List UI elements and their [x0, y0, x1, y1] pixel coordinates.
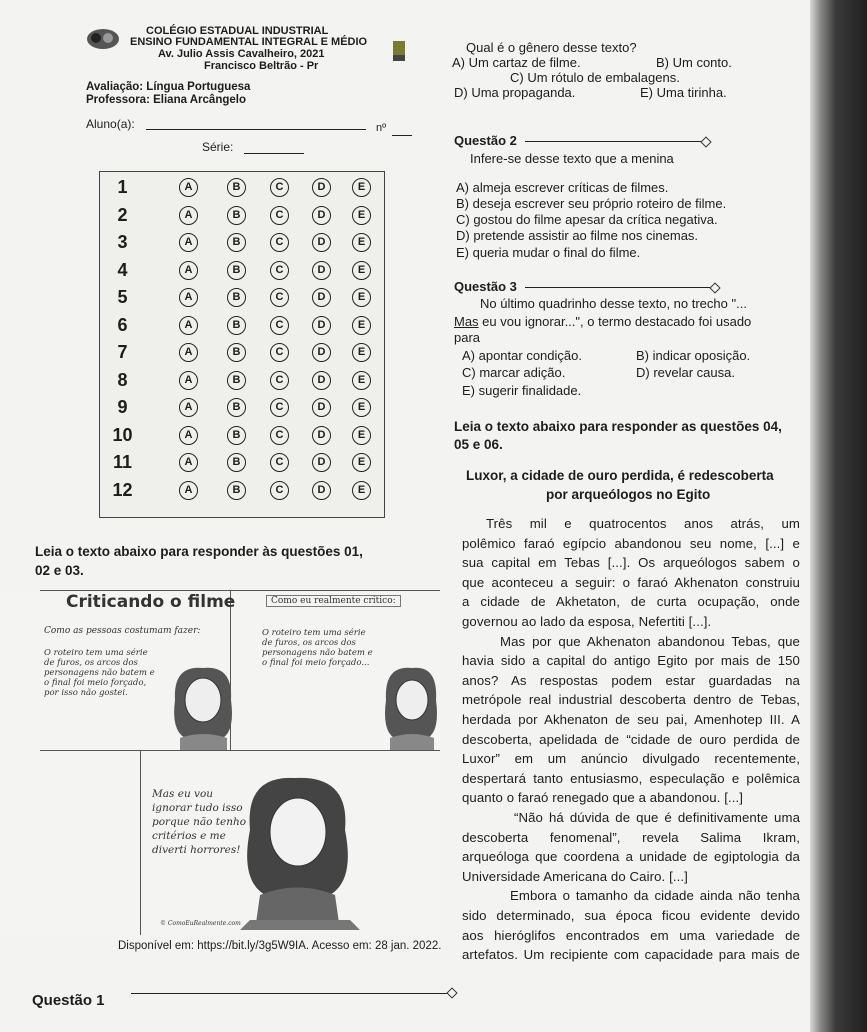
q1-option-e[interactable]: E) Uma tirinha.	[640, 85, 727, 100]
article-line: a cidade de Akhetaton, de curta ocupação, onde	[462, 594, 800, 610]
answer-bubble-e[interactable]: E	[352, 178, 371, 197]
answer-row	[100, 368, 384, 396]
q3-option-c[interactable]: C) marcar adição.	[462, 365, 566, 380]
answer-row-number: 3	[117, 232, 128, 252]
answer-bubble-e[interactable]: E	[352, 426, 371, 445]
answer-bubble-b[interactable]: B	[227, 288, 246, 307]
answer-row	[100, 175, 384, 203]
article-line: Três mil e quatrocentos anos atrás, um	[486, 516, 800, 531]
answer-bubble-c[interactable]: C	[270, 343, 289, 362]
answer-row	[100, 230, 384, 258]
comic-caption-line: ignorar tudo isso	[152, 802, 243, 814]
answer-bubble-c[interactable]: C	[270, 206, 289, 225]
answer-bubble-b[interactable]: B	[227, 261, 246, 280]
q3-option-e[interactable]: E) sugerir finalidade.	[462, 383, 582, 398]
school-name: COLÉGIO ESTADUAL INDUSTRIAL	[146, 25, 329, 37]
q3-stem-line2	[454, 314, 751, 329]
state-flag-icon	[393, 41, 405, 55]
q2-option-a[interactable]: A) almeja escrever críticas de filmes.	[456, 180, 669, 195]
girl-illustration-panel3	[230, 770, 365, 930]
answer-row	[100, 450, 384, 478]
q3-stem-line2-rest: eu vou ignorar...", o termo destacado foi usado	[478, 314, 752, 329]
comic-caption-line: por isso não gostei.	[44, 688, 128, 698]
question1-label: Questão 1	[32, 992, 105, 1009]
answer-bubble-b[interactable]: B	[227, 398, 246, 417]
answer-bubble-a[interactable]: A	[179, 316, 198, 335]
article-line: quanto o faraó renegado que a abandonou. [...]	[462, 790, 744, 806]
q2-option-d[interactable]: D) pretende assistir ao filme nos cinemas.	[456, 228, 699, 243]
answer-bubble-a[interactable]: A	[179, 233, 198, 252]
q1-option-a[interactable]: A) Um cartaz de filme.	[452, 55, 581, 70]
answer-bubble-b[interactable]: B	[227, 316, 246, 335]
q2-label: Questão 2	[454, 133, 517, 148]
school-level: ENSINO FUNDAMENTAL INTEGRAL E MÉDIO	[130, 36, 368, 48]
q3-option-b[interactable]: B) indicar oposição.	[636, 348, 751, 363]
article-line: despertará tanto entusiasmo, especulação e polêmica	[462, 770, 800, 786]
state-flag-base-icon	[393, 55, 405, 61]
article-line: artefatos. Um recipiente com capacidade para mais de	[462, 947, 800, 963]
answer-bubble-d[interactable]: D	[312, 343, 331, 362]
comic-caption-line: o final foi meio forçado,	[44, 678, 147, 688]
answer-row	[100, 285, 384, 313]
article-line: havia sido a capital do antigo Egito por mais de 150	[462, 653, 800, 669]
answer-bubble-a[interactable]: A	[179, 481, 198, 500]
answer-row	[100, 258, 384, 286]
answer-bubble-a[interactable]: A	[179, 453, 198, 472]
question1-diamond-icon	[446, 987, 457, 998]
article-title-line2: por arqueólogos no Egito	[546, 487, 711, 502]
number-label: nº	[376, 122, 387, 134]
answer-bubble-c[interactable]: C	[270, 398, 289, 417]
comic-caption-line: de furos, os arcos dos	[44, 658, 138, 668]
answer-bubble-b[interactable]: B	[227, 371, 246, 390]
article-line: Mas por que Akhenaton abandonou Tebas, que	[500, 633, 800, 649]
answer-bubble-e[interactable]: E	[352, 371, 371, 390]
answer-bubble-a[interactable]: A	[179, 343, 198, 362]
page-background-edge	[810, 0, 867, 1032]
comic-instruction: Leia o texto abaixo para responder às questões 01,	[35, 544, 363, 559]
answer-row-number: 1	[117, 177, 128, 197]
article-line: descoberta, apelidada de “cidade de ouro perdida de	[462, 731, 800, 747]
article-line: arqueóloga que coordena a unidade de egiptologia da	[462, 849, 800, 865]
q3-stem-line1: No último quadrinho desse texto, no trecho "...	[480, 296, 747, 311]
comic-caption-line: personagens não batem e	[262, 648, 373, 658]
panel1-header: Como as pessoas costumam fazer:	[44, 626, 201, 636]
comic-strip	[0, 590, 440, 935]
answer-bubble-d[interactable]: D	[312, 288, 331, 307]
answer-bubble-e[interactable]: E	[352, 453, 371, 472]
answer-bubble-d[interactable]: D	[312, 261, 331, 280]
answer-bubble-e[interactable]: E	[352, 481, 371, 500]
answer-bubble-e[interactable]: E	[352, 288, 371, 307]
q3-highlighted-term: Mas	[454, 314, 479, 329]
answer-bubble-a[interactable]: A	[179, 206, 198, 225]
answer-bubble-c[interactable]: C	[270, 178, 289, 197]
student-label: Aluno(a):	[86, 117, 135, 131]
article-line: metrópole real industrial descoberta dentro de Tebas,	[462, 692, 800, 708]
answer-bubble-e[interactable]: E	[352, 233, 371, 252]
answer-row-number: 5	[117, 287, 128, 307]
answer-bubble-a[interactable]: A	[179, 426, 198, 445]
comic-title: Criticando o filme	[66, 592, 236, 612]
answer-row-number: 2	[117, 204, 128, 225]
answer-bubble-e[interactable]: E	[352, 261, 371, 280]
girl-illustration-panel2	[380, 660, 440, 750]
comic-caption-line: o final foi meio forçado...	[262, 658, 370, 668]
evaluation-subject: Avaliação: Língua Portuguesa	[86, 81, 251, 93]
article-line: Universidade Americana do Cairo. [...]	[462, 868, 688, 884]
comic-caption-line: O roteiro tem uma série	[262, 628, 366, 638]
article-line: aos hieróglifos encontrados em uma variedade de	[462, 927, 800, 943]
q3-option-a[interactable]: A) apontar condição.	[462, 348, 582, 363]
q1-stem: Qual é o gênero desse texto?	[466, 40, 637, 55]
answer-bubble-c[interactable]: C	[270, 371, 289, 390]
answer-bubble-d[interactable]: D	[312, 371, 331, 390]
article-line: anos? As respostas podem estar guardadas na	[462, 672, 800, 688]
answer-bubble-a[interactable]: A	[179, 178, 198, 197]
answer-row	[100, 313, 384, 341]
answer-bubble-c[interactable]: C	[270, 316, 289, 335]
comic-caption-line: critérios e me	[152, 830, 226, 842]
q2-stem: Infere-se desse texto que a menina	[470, 151, 674, 166]
teacher-name: Professora: Eliana Arcângelo	[86, 94, 246, 106]
q3-stem-line3: para	[454, 330, 481, 345]
answer-row-number: 12	[112, 479, 133, 500]
article-line: polêmico faraó egípcio abandonou seu nome, [...] e	[462, 535, 800, 551]
article-line: sua capital em Tebas [...]. Os arqueólogos sabem o	[462, 555, 800, 571]
q2-option-b[interactable]: B) deseja escrever seu próprio roteiro de filme.	[456, 196, 727, 211]
answer-bubble-e[interactable]: E	[352, 398, 371, 417]
panel2-header: Como eu realmente critico:	[266, 595, 401, 607]
comic-caption-line: O roteiro tem uma série	[44, 648, 148, 658]
article-line: que aconteceu a seguir: o faraó Akhenaton construiu	[462, 574, 800, 590]
q3-option-d[interactable]: D) revelar causa.	[636, 365, 735, 380]
answer-bubble-d[interactable]: D	[312, 426, 331, 445]
answer-row-number: 7	[117, 342, 128, 362]
answer-bubble-d[interactable]: D	[312, 398, 331, 417]
answer-bubble-e[interactable]: E	[352, 343, 371, 362]
answer-bubble-c[interactable]: C	[270, 453, 289, 472]
answer-bubble-c[interactable]: C	[270, 261, 289, 280]
comic-caption-line: porque não tenho	[152, 816, 247, 828]
comic-source: Disponível em: https://bit.ly/3g5W9IA. Acesso em: 28 jan. 2022.	[118, 940, 442, 952]
answer-bubble-d[interactable]: D	[312, 316, 331, 335]
answer-bubble-d[interactable]: D	[312, 206, 331, 225]
article-line: descoberta fenomenal”, revela Salima Ikram,	[462, 829, 800, 845]
answer-bubble-a[interactable]: A	[179, 398, 198, 417]
answer-row	[100, 203, 384, 231]
question1-rule	[131, 993, 451, 994]
answer-row	[100, 340, 384, 368]
answer-bubble-b[interactable]: B	[227, 206, 246, 225]
answer-row-number: 11	[112, 452, 133, 472]
article-line: Luxor” em um anúncio divulgado recentemente,	[462, 751, 800, 767]
answer-bubble-a[interactable]: A	[179, 371, 198, 390]
answer-row	[100, 478, 384, 506]
q1-option-c[interactable]: C) Um rótulo de embalagens.	[510, 70, 680, 85]
answer-bubble-c[interactable]: C	[270, 233, 289, 252]
q2-option-e[interactable]: E) queria mudar o final do filme.	[456, 245, 641, 260]
answer-row-number: 10	[112, 424, 133, 445]
answer-bubble-e[interactable]: E	[352, 316, 371, 335]
comic-instruction-cont: 02 e 03.	[35, 563, 84, 578]
answer-bubble-d[interactable]: D	[312, 481, 331, 500]
answer-row	[100, 423, 384, 451]
article-line: governou ao lado da esposa, Nefertiti [...].	[462, 614, 712, 629]
answer-bubble-b[interactable]: B	[227, 233, 246, 252]
q3-label: Questão 3	[454, 279, 517, 294]
q2-option-c[interactable]: C) gostou do filme apesar da crítica negativa.	[456, 212, 718, 227]
number-line[interactable]	[392, 135, 412, 136]
answer-row	[100, 395, 384, 423]
article-line: herdada por Akhenaton de seu pai, Amenhotep III. A	[462, 712, 800, 727]
comic-caption-line: Mas eu vou	[152, 788, 214, 800]
answer-bubble-b[interactable]: B	[227, 453, 246, 472]
q3-diamond-icon	[709, 282, 720, 293]
school-logo-icon	[86, 28, 120, 50]
answer-grid	[99, 171, 385, 518]
comic-caption-line: de furos, os arcos dos	[262, 638, 356, 648]
article-instruction: Leia o texto abaixo para responder as questões 04,	[454, 419, 782, 434]
answer-row-number: 4	[117, 259, 128, 280]
article-instruction-cont: 05 e 06.	[454, 437, 503, 452]
comic-caption-line: diverti horrores!	[152, 844, 241, 856]
answer-bubble-c[interactable]: C	[270, 426, 289, 445]
answer-bubble-a[interactable]: A	[179, 288, 198, 307]
comic-caption-line: personagens não batem e	[44, 668, 155, 678]
answer-bubble-b[interactable]: B	[227, 426, 246, 445]
school-address: Av. Julio Assis Cavalheiro, 2021	[158, 48, 325, 60]
article-line: Embora o tamanho da cidade ainda não tenha	[510, 888, 800, 904]
girl-illustration-panel1	[165, 660, 240, 750]
answer-bubble-c[interactable]: C	[270, 481, 289, 500]
answer-row-number: 6	[117, 314, 128, 335]
series-label: Série:	[202, 140, 234, 154]
answer-bubble-a[interactable]: A	[179, 261, 198, 280]
answer-row-number: 9	[117, 397, 128, 417]
comic-credit: © ComoEuRealmente.com	[160, 920, 241, 927]
q1-option-b[interactable]: B) Um conto.	[656, 55, 732, 70]
article-line: “Não há dúvida de que é definitivamente uma	[514, 810, 800, 825]
answer-row-number: 8	[117, 369, 128, 390]
q2-diamond-icon	[700, 136, 711, 147]
q1-option-d[interactable]: D) Uma propaganda.	[454, 85, 576, 100]
answer-bubble-c[interactable]: C	[270, 288, 289, 307]
series-line[interactable]	[244, 153, 304, 154]
article-title-line1: Luxor, a cidade de ouro perdida, é redescoberta	[466, 468, 774, 483]
answer-bubble-b[interactable]: B	[227, 178, 246, 197]
student-name-line[interactable]	[146, 129, 366, 130]
school-city: Francisco Beltrão - Pr	[204, 60, 319, 72]
q3-rule	[525, 287, 715, 288]
answer-bubble-b[interactable]: B	[227, 481, 246, 500]
answer-bubble-b[interactable]: B	[227, 343, 246, 362]
answer-bubble-d[interactable]: D	[312, 233, 331, 252]
answer-bubble-d[interactable]: D	[312, 178, 331, 197]
q2-rule	[525, 141, 705, 142]
answer-bubble-e[interactable]: E	[352, 206, 371, 225]
answer-bubble-d[interactable]: D	[312, 453, 331, 472]
article-line: sido determinado, sua época ficou evidente devido	[462, 908, 800, 923]
